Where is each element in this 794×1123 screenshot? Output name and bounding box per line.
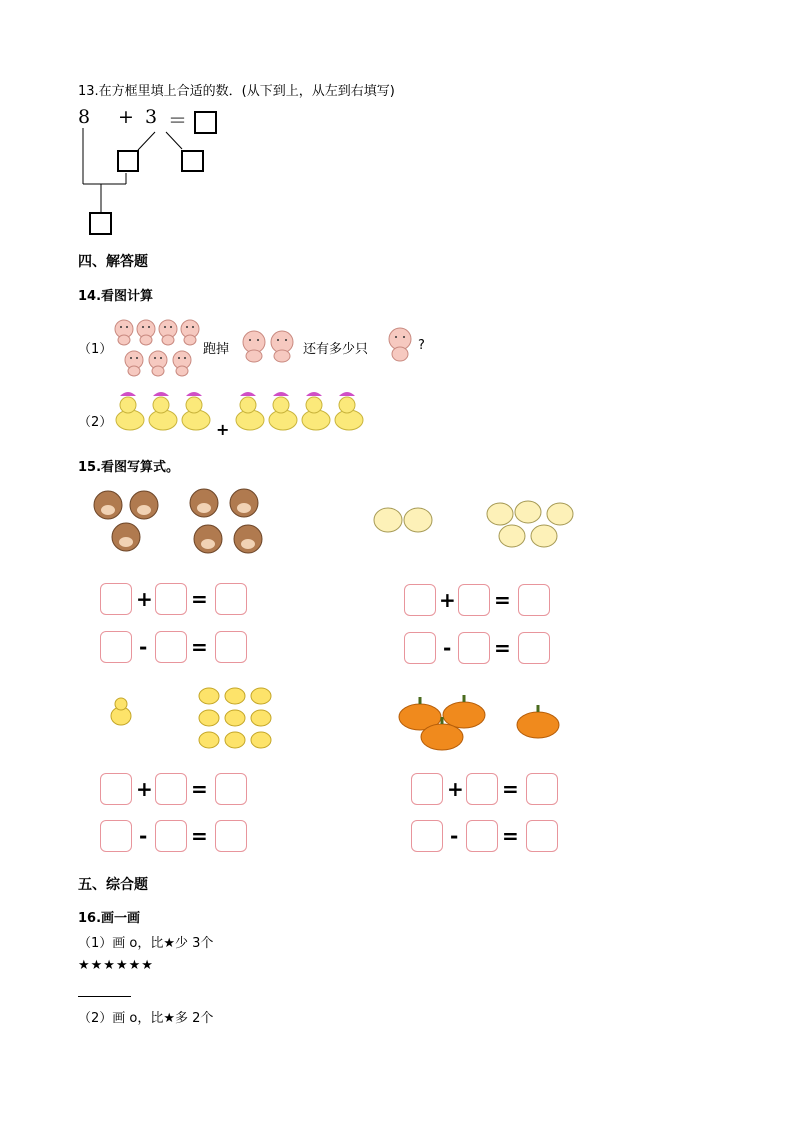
q13-answer-box-right[interactable]: [181, 150, 204, 172]
q15-minus: -: [139, 824, 148, 848]
q15-pumpkin-sub-box-1[interactable]: [411, 820, 443, 852]
q15-chick-add-box-1[interactable]: [404, 584, 436, 616]
q15-plus: +: [136, 777, 153, 801]
q15-minus: -: [450, 824, 459, 848]
q15-duck-add-box-1[interactable]: [100, 773, 132, 805]
q14-part1-question: 还有多少只: [303, 342, 369, 357]
q15-chick-sub-box-1[interactable]: [404, 632, 436, 664]
q15-equals: =: [191, 777, 208, 801]
section4-heading: 四、解答题: [78, 254, 148, 270]
q16-part2-instruction: （2）画 o，比★多 2个: [78, 1011, 214, 1026]
q15-duck-add-box-3[interactable]: [215, 773, 247, 805]
q16-title: 16.画一画: [78, 911, 141, 926]
q14-title: 14.看图计算: [78, 289, 154, 304]
duck-icon-groups: [105, 678, 280, 758]
q15-minus: -: [139, 635, 148, 659]
q13-answer-box-bottom[interactable]: [89, 212, 112, 235]
duckling-icon-row: [110, 390, 370, 440]
q14-part2-plus: +: [216, 420, 230, 439]
q15-chick-sub-box-2[interactable]: [458, 632, 490, 664]
q15-bear-add-box-1[interactable]: [100, 583, 132, 615]
q15-equals: =: [191, 587, 208, 611]
q15-pumpkin-sub-box-2[interactable]: [466, 820, 498, 852]
q13-title: 13.在方框里填上合适的数．(从下到上，从左到右填写): [78, 84, 395, 99]
q15-bear-sub-box-1[interactable]: [100, 631, 132, 663]
q15-equals: =: [191, 824, 208, 848]
q15-pumpkin-add-box-1[interactable]: [411, 773, 443, 805]
q16-stars: ★★★★★★: [78, 958, 154, 973]
q15-pumpkin-add-box-3[interactable]: [526, 773, 558, 805]
section5-heading: 五、综合题: [78, 877, 148, 893]
q15-duck-sub-box-1[interactable]: [100, 820, 132, 852]
q13-number-3: 3: [145, 106, 158, 128]
q15-pumpkin-add-box-2[interactable]: [466, 773, 498, 805]
q15-minus: -: [443, 636, 452, 660]
q15-equals: =: [502, 824, 519, 848]
q13-answer-box-left[interactable]: [117, 150, 139, 172]
q15-pumpkin-sub-box-3[interactable]: [526, 820, 558, 852]
chick-icon-groups: [372, 490, 582, 560]
q13-number-8: 8: [78, 106, 91, 128]
q15-chick-sub-box-3[interactable]: [518, 632, 550, 664]
q16-answer-line[interactable]: [78, 996, 131, 997]
q15-equals: =: [494, 588, 511, 612]
q15-equals: =: [494, 636, 511, 660]
q15-bear-add-box-2[interactable]: [155, 583, 187, 615]
q15-title: 15.看图写算式。: [78, 460, 180, 475]
q16-part1-instruction: （1）画 o，比★少 3个: [78, 936, 214, 951]
q13-split-lines: [0, 0, 794, 260]
bear-icon-groups: [92, 485, 277, 565]
pumpkin-icon-groups: [398, 693, 568, 753]
q14-part1-run-away: 跑掉: [203, 342, 230, 357]
q15-plus: +: [439, 588, 456, 612]
q15-plus: +: [447, 777, 464, 801]
q13-plus: +: [118, 106, 134, 128]
q15-bear-sub-box-2[interactable]: [155, 631, 187, 663]
pig-icon-pair: [240, 328, 300, 368]
pig-icon-cluster: [110, 315, 210, 385]
q15-plus: +: [136, 587, 153, 611]
q14-part1-qmark: ?: [418, 338, 425, 353]
q15-bear-add-box-3[interactable]: [215, 583, 247, 615]
q14-part2-label: （2）: [78, 415, 113, 430]
q14-part1-label: （1）: [78, 342, 113, 357]
q15-chick-add-box-2[interactable]: [458, 584, 490, 616]
q13-equals: ＝: [168, 110, 188, 132]
q15-equals: =: [502, 777, 519, 801]
q15-duck-sub-box-3[interactable]: [215, 820, 247, 852]
q15-chick-add-box-3[interactable]: [518, 584, 550, 616]
q15-duck-add-box-2[interactable]: [155, 773, 187, 805]
q15-equals: =: [191, 635, 208, 659]
pig-icon-single: [386, 325, 416, 365]
q15-duck-sub-box-2[interactable]: [155, 820, 187, 852]
q15-bear-sub-box-3[interactable]: [215, 631, 247, 663]
